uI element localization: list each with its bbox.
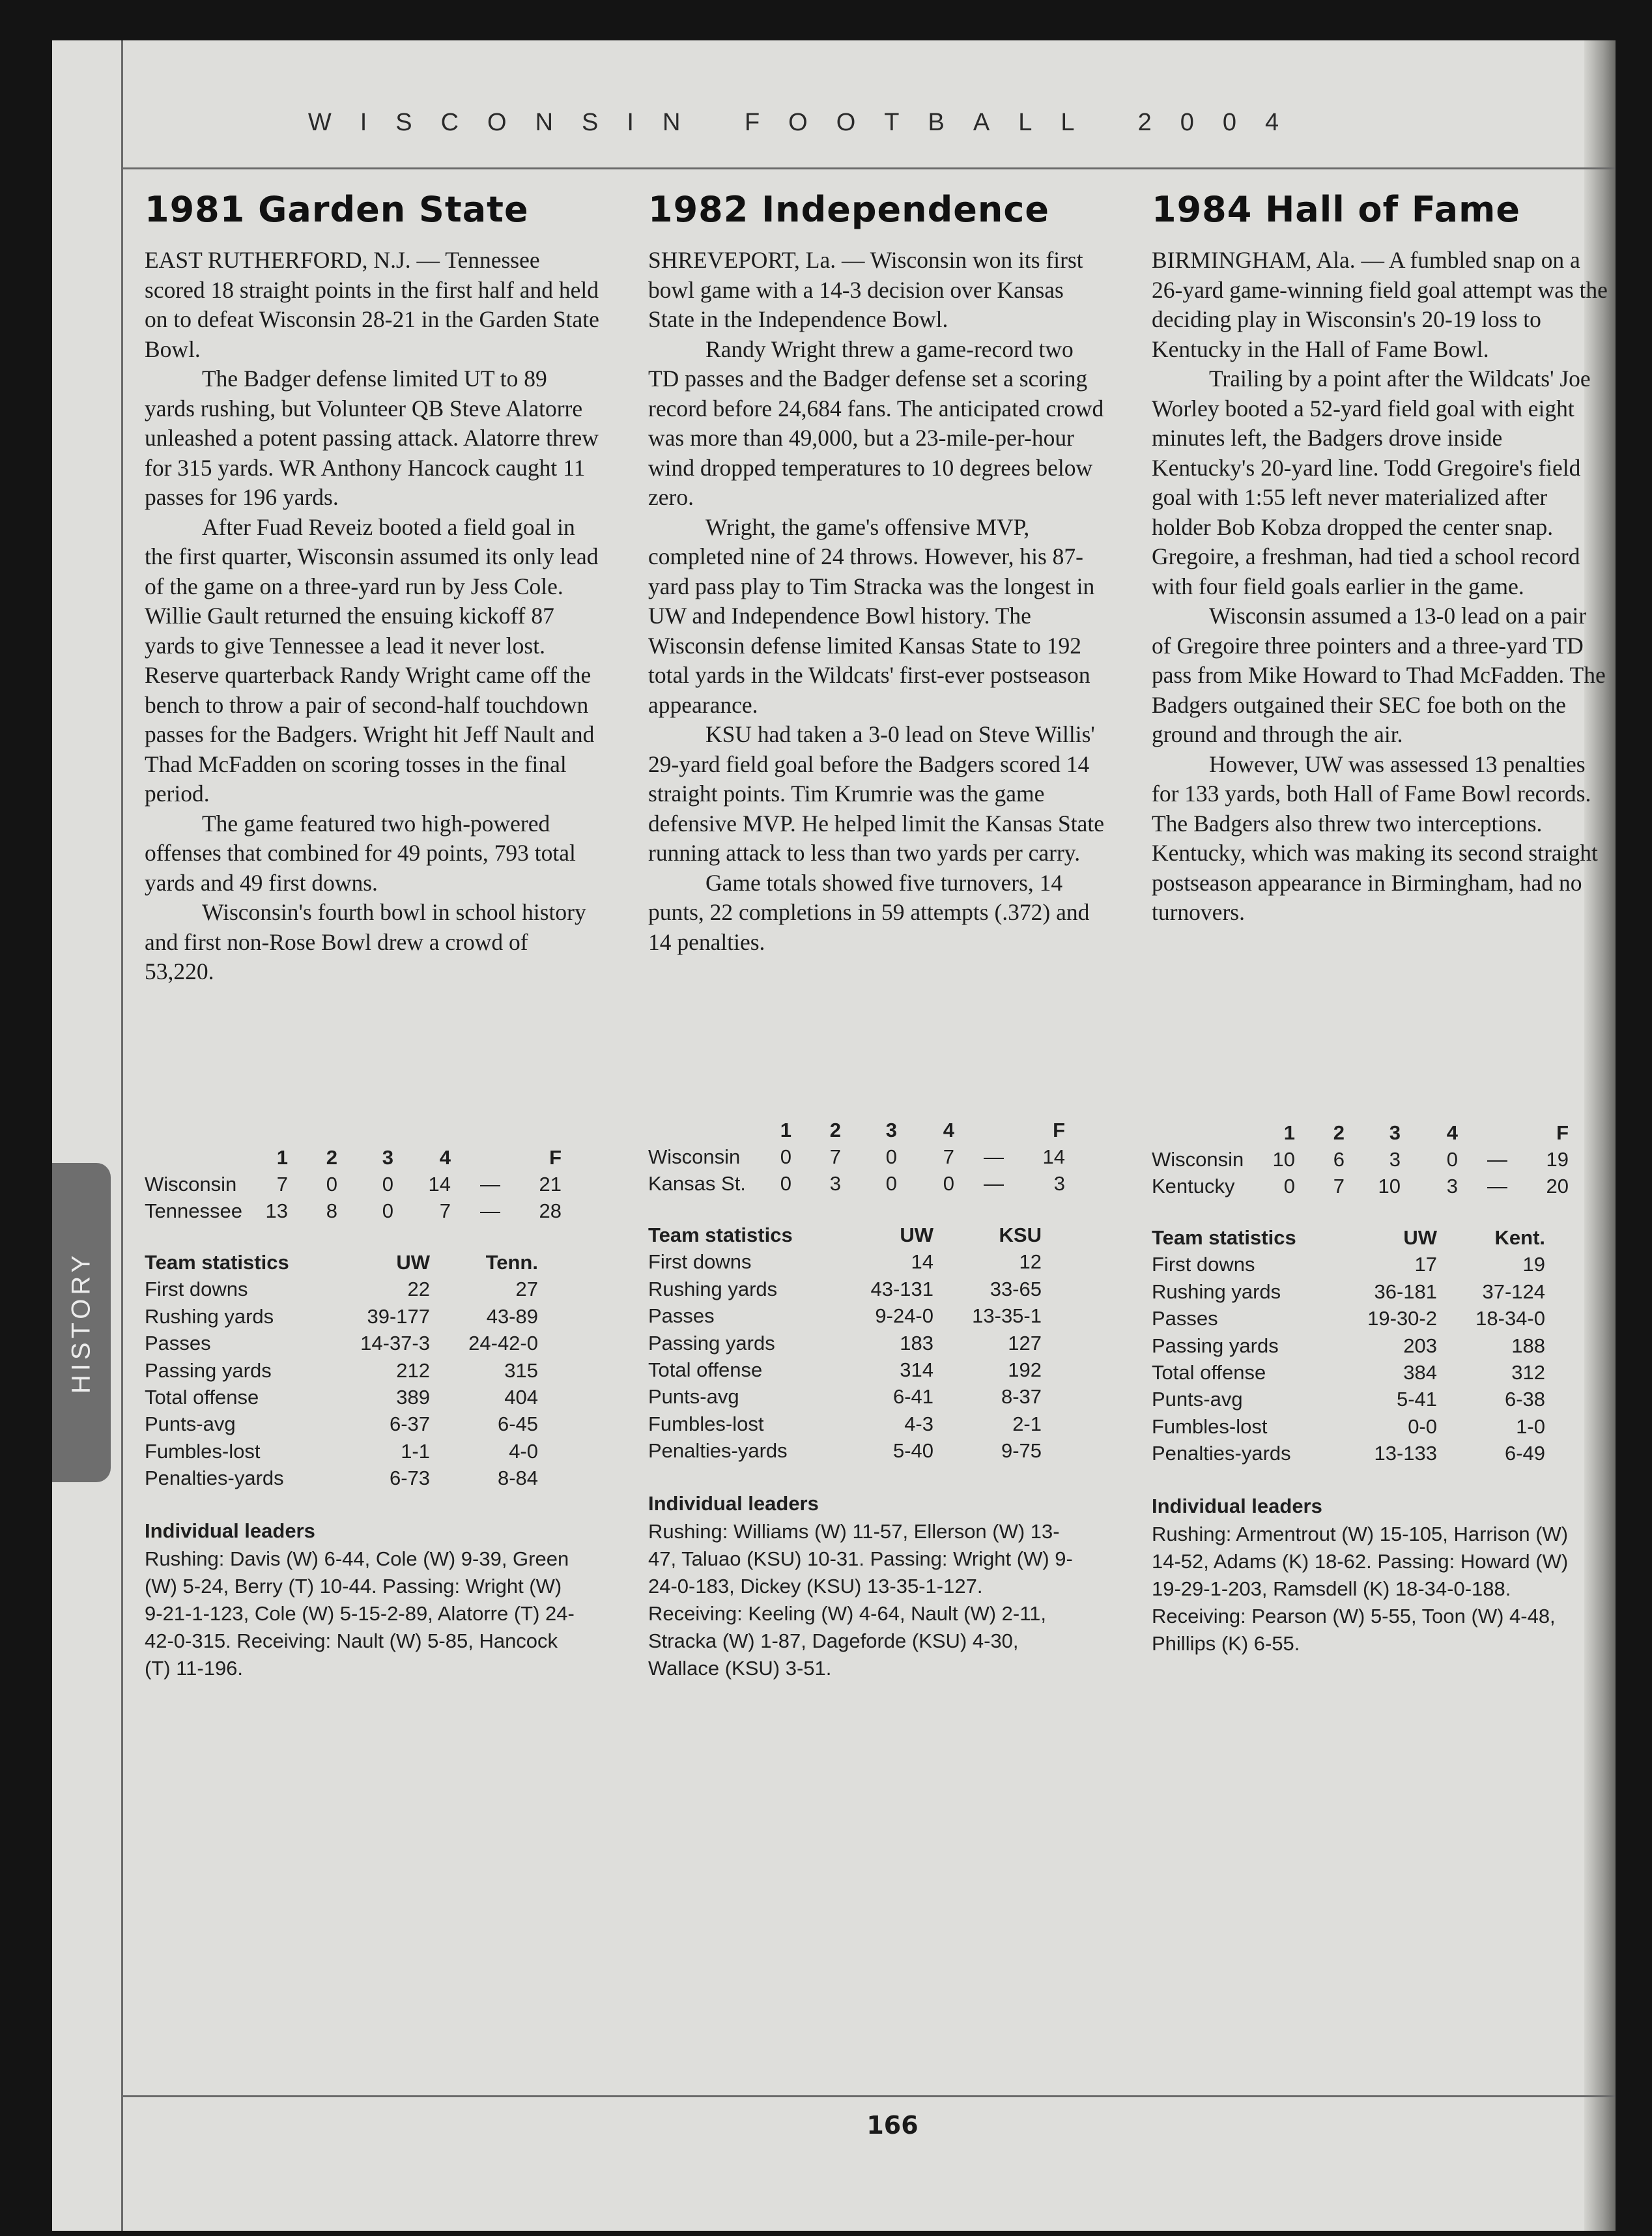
- final-score: 3: [1053, 1172, 1065, 1195]
- quarter-header: 3: [885, 1119, 897, 1141]
- stat-row: [1152, 1440, 1556, 1467]
- team-stats-heading: Team statistics: [145, 1251, 289, 1274]
- game-story: [1152, 246, 1608, 928]
- stat-value: 14-37-3: [360, 1332, 430, 1355]
- linescore-row: [145, 1197, 575, 1224]
- linescore-header: [1152, 1119, 1582, 1146]
- stat-value: 1-0: [1516, 1414, 1545, 1438]
- story-paragraph: Wisconsin's fourth bowl in school history and first non-Rose Bowl drew a crowd of 53,220.: [145, 899, 586, 984]
- stat-label: Passes: [648, 1304, 715, 1328]
- stat-label: First downs: [648, 1250, 752, 1274]
- linescore-row: [145, 1171, 575, 1197]
- quarter-score: 7: [943, 1145, 954, 1168]
- stat-row: [648, 1411, 1052, 1437]
- stat-value: 203: [1403, 1334, 1437, 1357]
- quarter-score: 0: [1283, 1175, 1295, 1197]
- final-header: F: [1556, 1121, 1569, 1144]
- game-story: [648, 246, 1104, 957]
- box-score: [145, 1144, 575, 1682]
- stat-value: 312: [1511, 1360, 1545, 1384]
- stat-label: First downs: [1152, 1253, 1255, 1276]
- stat-label: Penalties-yards: [145, 1467, 284, 1490]
- stat-row: [145, 1411, 548, 1437]
- quarter-score: 7: [439, 1199, 451, 1222]
- quarter-score: 10: [1272, 1148, 1295, 1171]
- game-title: 1981 Garden State: [145, 189, 529, 230]
- stat-row: [145, 1357, 548, 1384]
- stat-value: 212: [396, 1358, 430, 1382]
- final-header: F: [1053, 1119, 1065, 1141]
- stat-value: 19-30-2: [1367, 1307, 1437, 1330]
- stat-value: 24-42-0: [468, 1332, 538, 1355]
- team-stats-header: [1152, 1224, 1556, 1251]
- stat-row: [145, 1438, 548, 1465]
- stat-value: 0-0: [1408, 1414, 1437, 1438]
- stat-row: [648, 1302, 1052, 1329]
- stat-row: [648, 1330, 1052, 1356]
- stat-value: 22: [407, 1278, 430, 1301]
- stat-value: 5-40: [892, 1439, 933, 1463]
- leaders-text: Rushing: Davis (W) 6-44, Cole (W) 9-39, Green (W) 5-24, Berry (T) 10-44. Passing: Wright (W) 9-21-1-123, Cole (W) 5-15-2-89, Alatorre (T) 24-42-0-315. Receiving: Nault (W) 5-85, Hancock (T) 11-196.: [145, 1547, 575, 1680]
- final-header: F: [549, 1146, 562, 1169]
- quarter-header: 2: [326, 1146, 337, 1169]
- stat-value: 13-35-1: [972, 1304, 1042, 1328]
- leaders-heading: Individual leaders: [145, 1519, 315, 1542]
- team-stats-heading: Team statistics: [648, 1224, 793, 1246]
- final-score: 14: [1042, 1145, 1065, 1168]
- story-paragraph: Trailing by a point after the Wildcats' Joe Worley booted a 52-yard field goal with eight minutes left, the Badgers drove inside Kentucky's 20-yard line. Todd Gregoire's field goal with 1:55 left never materialized after holder Bob Kobza dropped the center snap. Gregoire, a freshman, had tied a school record with four field goals earlier in the game.: [1152, 366, 1591, 599]
- stat-value: 8-84: [497, 1467, 538, 1490]
- stat-label: Total offense: [145, 1385, 259, 1409]
- stat-value: 188: [1511, 1334, 1545, 1357]
- quarter-header: 1: [276, 1146, 288, 1169]
- team-stats-col: KSU: [999, 1224, 1042, 1246]
- quarter-score: 0: [885, 1172, 897, 1195]
- stat-row: [145, 1303, 548, 1330]
- quarter-header: 3: [382, 1146, 393, 1169]
- quarter-score: 0: [326, 1173, 337, 1196]
- team-name: Wisconsin: [145, 1173, 237, 1196]
- stat-label: Total offense: [1152, 1360, 1266, 1384]
- linescore: [648, 1117, 1078, 1197]
- stat-label: Rushing yards: [1152, 1280, 1281, 1303]
- game-title: 1984 Hall of Fame: [1152, 189, 1520, 230]
- team-stats-col: UW: [396, 1251, 430, 1274]
- team-stats-header: [145, 1249, 548, 1276]
- story-paragraph: Reserve quarterback Randy Wright came off the bench to throw a pair of second-half touchdown passes for the Badgers. Wright hit Jeff Nault and Thad McFadden on scoring tosses in the final period.: [145, 662, 595, 807]
- stat-value: 12: [1019, 1250, 1042, 1274]
- linescore-header: [145, 1144, 575, 1171]
- frame-rule-left: [121, 40, 123, 2231]
- stat-row: [1152, 1386, 1556, 1412]
- box-score: [1152, 1119, 1582, 1657]
- leaders-text: Rushing: Armentrout (W) 15-105, Harrison (W) 14-52, Adams (K) 18-62. Passing: Howard (W) 19-29-1-203, Ramsdell (K) 18-34-0-188. Receiving: Pearson (W) 5-55, Toon (W) 4-48, Phillips (K) 6-55.: [1152, 1522, 1569, 1655]
- stat-value: 9-24-0: [875, 1304, 933, 1328]
- stat-row: [1152, 1251, 1556, 1278]
- linescore-header: [648, 1117, 1078, 1143]
- linescore-row: [648, 1143, 1078, 1170]
- story-paragraph: Wisconsin assumed a 13-0 lead on a pair of Gregoire three pointers and a three-yard TD pass from Mike Howard to Thad McFadden. The Badgers outgained their SEC foe both on the ground and through the air.: [1152, 603, 1606, 747]
- stat-label: Fumbles-lost: [145, 1439, 261, 1463]
- stat-label: Passing yards: [145, 1358, 272, 1382]
- stat-row: [145, 1276, 548, 1302]
- team-statistics: [648, 1222, 1052, 1465]
- team-name: Tennessee: [145, 1199, 242, 1222]
- story-paragraph: KSU had taken a 3-0 lead on Steve Willis' 29-yard field goal before the Badgers scored 14 straight points. Tim Krumrie was the game defensive MVP. He helped limit the Kansas State running attack to less than two yards per carry.: [648, 721, 1104, 866]
- story-paragraph: However, UW was assessed 13 penalties for 133 yards, both Hall of Fame Bowl records. The Badgers also threw two interceptions. Kentucky, which was making its second straight postseason appearance in Birmingham, had no turnovers.: [1152, 751, 1598, 925]
- story-paragraph: Game totals showed five turnovers, 14 punts, 22 completions in 59 attempts (.372) and 14 penalties.: [648, 869, 1090, 955]
- stat-value: 389: [396, 1385, 430, 1409]
- stat-value: 5-41: [1396, 1388, 1437, 1411]
- stat-row: [648, 1437, 1052, 1464]
- quarter-score: 7: [276, 1173, 288, 1196]
- stat-row: [1152, 1413, 1556, 1440]
- score-dash: —: [1487, 1148, 1507, 1171]
- team-statistics: [1152, 1224, 1556, 1467]
- leaders-heading: Individual leaders: [1152, 1494, 1322, 1517]
- stat-value: 39-177: [367, 1304, 430, 1328]
- section-side-tab-label: HISTORY: [66, 1251, 96, 1394]
- stat-row: [1152, 1305, 1556, 1332]
- stat-row: [145, 1330, 548, 1356]
- team-stats-col: UW: [900, 1224, 933, 1246]
- score-dash: —: [480, 1199, 500, 1222]
- stat-label: Rushing yards: [145, 1304, 274, 1328]
- stat-value: 8-37: [1001, 1385, 1042, 1409]
- stat-value: 13-133: [1374, 1442, 1437, 1465]
- stat-row: [145, 1465, 548, 1491]
- stat-label: Total offense: [648, 1358, 763, 1381]
- stat-value: 14: [911, 1250, 933, 1274]
- team-stats-heading: Team statistics: [1152, 1226, 1296, 1249]
- stat-value: 4-3: [904, 1412, 933, 1435]
- quarter-header: 2: [829, 1119, 841, 1141]
- quarter-score: 7: [1333, 1175, 1345, 1197]
- stat-label: First downs: [145, 1278, 248, 1301]
- linescore-row: [1152, 1146, 1582, 1173]
- stat-label: Penalties-yards: [648, 1439, 788, 1463]
- final-score: 19: [1546, 1148, 1569, 1171]
- stat-label: Fumbles-lost: [648, 1412, 764, 1435]
- page-number: 166: [866, 2111, 919, 2140]
- quarter-score: 0: [943, 1172, 954, 1195]
- quarter-header: 2: [1333, 1121, 1345, 1144]
- quarter-score: 0: [780, 1172, 791, 1195]
- stat-value: 404: [504, 1385, 538, 1409]
- story-paragraph: The game featured two high-powered offenses that combined for 49 points, 793 total yards and 49 first downs.: [145, 810, 576, 896]
- stat-value: 4-0: [509, 1439, 538, 1463]
- stat-value: 33-65: [990, 1277, 1042, 1300]
- quarter-score: 0: [382, 1199, 393, 1222]
- linescore-row: [1152, 1173, 1582, 1199]
- team-stats-col: Kent.: [1494, 1226, 1545, 1249]
- stat-value: 9-75: [1001, 1439, 1042, 1463]
- stat-label: Penalties-yards: [1152, 1442, 1291, 1465]
- game-column-1984: [1152, 189, 1608, 1655]
- stat-row: [648, 1356, 1052, 1383]
- stat-value: 17: [1414, 1253, 1437, 1276]
- team-statistics: [145, 1249, 548, 1492]
- stat-value: 127: [1008, 1331, 1042, 1354]
- stat-value: 43-89: [486, 1304, 538, 1328]
- stat-value: 183: [900, 1331, 933, 1354]
- stat-label: Punts-avg: [145, 1412, 236, 1436]
- stat-label: Passing yards: [648, 1331, 775, 1354]
- score-dash: —: [984, 1172, 1004, 1195]
- stat-value: 192: [1008, 1358, 1042, 1381]
- quarter-header: 1: [1283, 1121, 1295, 1144]
- stat-row: [1152, 1278, 1556, 1305]
- story-paragraph: BIRMINGHAM, Ala. — A fumbled snap on a 26-yard game-winning field goal attempt was the deciding play in Wisconsin's 20-19 loss to Kentucky in the Hall of Fame Bowl.: [1152, 247, 1608, 362]
- score-dash: —: [1487, 1175, 1507, 1197]
- quarter-header: 1: [780, 1119, 791, 1141]
- stat-row: [1152, 1332, 1556, 1359]
- running-head: WISCONSIN FOOTBALL 2004: [307, 109, 1308, 136]
- linescore: [145, 1144, 575, 1224]
- team-stats-col: UW: [1403, 1226, 1437, 1249]
- stat-row: [648, 1276, 1052, 1302]
- stat-value: 2-1: [1012, 1412, 1042, 1435]
- game-column-1981: [145, 189, 601, 1680]
- story-paragraph: SHREVEPORT, La. — Wisconsin won its first bowl game with a 14-3 decision over Kansas State in the Independence Bowl.: [648, 247, 1083, 332]
- score-dash: —: [480, 1173, 500, 1196]
- stat-label: Passing yards: [1152, 1334, 1279, 1357]
- stat-value: 6-37: [389, 1412, 430, 1436]
- stat-value: 43-131: [870, 1277, 933, 1300]
- book-page: [52, 40, 1616, 2231]
- game-column-1982: [648, 189, 1104, 1680]
- stat-value: 6-41: [892, 1385, 933, 1409]
- quarter-score: 0: [382, 1173, 393, 1196]
- stat-value: 1-1: [401, 1439, 430, 1463]
- stat-value: 6-49: [1504, 1442, 1545, 1465]
- story-paragraph: Wright, the game's offensive MVP, completed nine of 24 throws. However, his 87-yard pass play to Tim Stracka was the longest in UW and Independence Bowl history. The Wisconsin defense limited Kansas State to 192 total yards in the Wildcats' first-ever postseason appearance.: [648, 513, 1095, 718]
- quarter-score: 3: [1389, 1148, 1401, 1171]
- quarter-score: 13: [265, 1199, 288, 1222]
- story-paragraph: Randy Wright threw a game-record two TD passes and the Badger defense set a scoring record before 24,684 fans. The anticipated crowd was more than 49,000, but a 23-mile-per-hour wind dropped temperatures to 10 degrees below zero.: [648, 336, 1104, 510]
- stat-value: 27: [515, 1278, 538, 1301]
- quarter-score: 3: [1446, 1175, 1458, 1197]
- team-name: Kentucky: [1152, 1175, 1235, 1197]
- final-score: 20: [1546, 1175, 1569, 1197]
- final-score: 28: [539, 1199, 562, 1222]
- team-name: Kansas St.: [648, 1172, 746, 1195]
- story-paragraph: After Fuad Reveiz booted a field goal in the first quarter, Wisconsin assumed its only lead of the game on a three-yard run by Jess Cole. Willie Gault returned the ensuing kickoff 87 yards to give Tennessee a lead it never lost.: [145, 513, 599, 659]
- stat-value: 314: [900, 1358, 933, 1381]
- game-title: 1982 Independence: [648, 189, 1049, 230]
- quarter-header: 3: [1389, 1121, 1401, 1144]
- stat-label: Punts-avg: [648, 1385, 739, 1409]
- story-paragraph: The Badger defense limited UT to 89 yards rushing, but Volunteer QB Steve Alatorre unleashed a potent passing attack. Alatorre threw for 315 yards. WR Anthony Hancock caught 11 passes for 196 yards.: [145, 366, 599, 510]
- stat-label: Rushing yards: [648, 1277, 778, 1300]
- linescore: [1152, 1119, 1582, 1199]
- quarter-score: 3: [829, 1172, 841, 1195]
- quarter-score: 10: [1378, 1175, 1401, 1197]
- stat-value: 384: [1403, 1360, 1437, 1384]
- final-score: 21: [539, 1173, 562, 1196]
- stat-label: Passes: [1152, 1307, 1218, 1330]
- stat-value: 18-34-0: [1475, 1307, 1545, 1330]
- stat-value: 37-124: [1482, 1280, 1545, 1303]
- team-stats-header: [648, 1222, 1052, 1248]
- quarter-header: 4: [439, 1146, 451, 1169]
- linescore-row: [648, 1170, 1078, 1197]
- quarter-score: 14: [428, 1173, 451, 1196]
- box-score: [648, 1117, 1078, 1682]
- story-paragraph: EAST RUTHERFORD, N.J. — Tennessee scored 18 straight points in the first half and held on to defeat Wisconsin 28-21 in the Garden State Bowl.: [145, 247, 599, 362]
- team-stats-col: Tenn.: [485, 1251, 538, 1274]
- stat-value: 6-45: [497, 1412, 538, 1436]
- stat-value: 6-38: [1504, 1388, 1545, 1411]
- quarter-score: 0: [885, 1145, 897, 1168]
- quarter-score: 7: [829, 1145, 841, 1168]
- stat-value: 36-181: [1374, 1280, 1437, 1303]
- stat-row: [1152, 1359, 1556, 1386]
- quarter-score: 0: [780, 1145, 791, 1168]
- stat-label: Punts-avg: [1152, 1388, 1243, 1411]
- team-name: Wisconsin: [1152, 1148, 1244, 1171]
- footer-rule: [121, 2095, 1616, 2097]
- stat-row: [648, 1248, 1052, 1275]
- stat-label: Fumbles-lost: [1152, 1414, 1268, 1438]
- quarter-score: 6: [1333, 1148, 1345, 1171]
- score-dash: —: [984, 1145, 1004, 1168]
- quarter-header: 4: [943, 1119, 954, 1141]
- quarter-score: 8: [326, 1199, 337, 1222]
- leaders-heading: Individual leaders: [648, 1491, 819, 1515]
- section-side-tab: [52, 1163, 111, 1482]
- stat-label: Passes: [145, 1332, 211, 1355]
- stat-value: 315: [504, 1358, 538, 1382]
- team-name: Wisconsin: [648, 1145, 741, 1168]
- stat-row: [648, 1383, 1052, 1410]
- quarter-score: 0: [1446, 1148, 1458, 1171]
- game-story: [145, 246, 601, 987]
- quarter-header: 4: [1446, 1121, 1458, 1144]
- stat-value: 6-73: [389, 1467, 430, 1490]
- leaders-text: Rushing: Williams (W) 11-57, Ellerson (W) 13-47, Taluao (KSU) 10-31. Passing: Wright (W) 9-24-0-183, Dickey (KSU) 13-35-1-127. Receiving: Keeling (W) 4-64, Nault (W) 2-11, Stracka (W) 1-87, Dageforde (KSU) 4-30, Wallace (KSU) 3-51.: [648, 1519, 1073, 1680]
- header-rule: [121, 167, 1616, 169]
- stat-row: [145, 1384, 548, 1411]
- stat-value: 19: [1522, 1253, 1545, 1276]
